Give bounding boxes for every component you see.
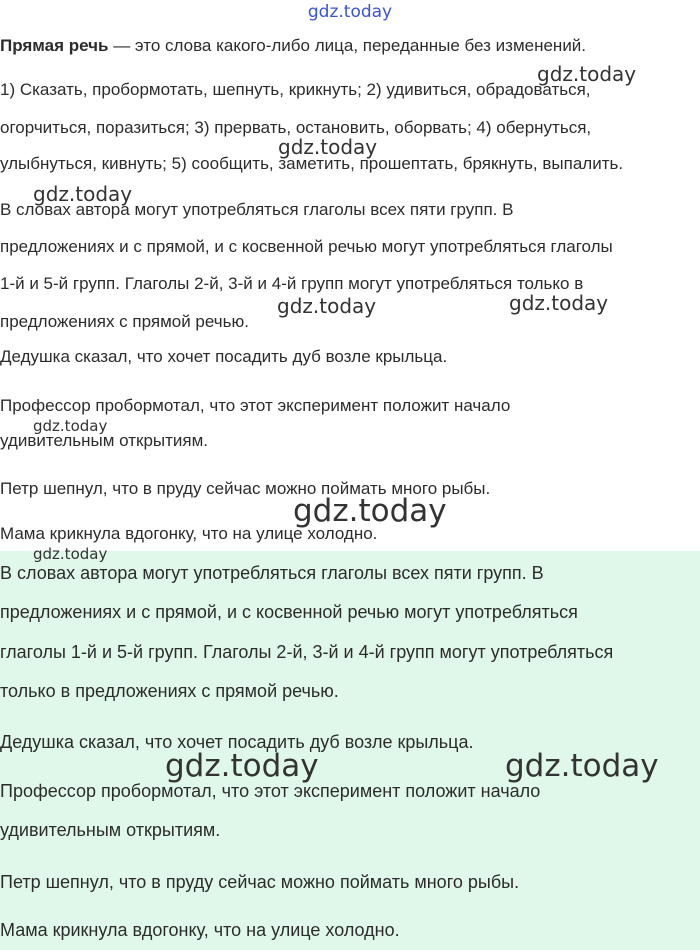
explanation-line: предложениях и с прямой, и с косвенной речью могут употребляться глаголы: [0, 237, 613, 256]
explanation-line: В словах автора могут употребляться глаголы всех пяти групп. В: [0, 200, 514, 219]
verb-groups-line: улыбнуться, кивнуть; 5) сообщить, заметить, прошептать, брякнуть, выпалить.: [0, 154, 624, 173]
watermark: gdz.today: [509, 291, 609, 315]
watermark: gdz.today: [33, 182, 133, 206]
answer-line: Мама крикнула вдогонку, что на улице холодно.: [0, 920, 400, 940]
watermark: gdz.today: [277, 294, 377, 318]
watermark: gdz.today: [293, 493, 447, 529]
verb-groups-line: огорчиться, поразиться; 3) прервать, остановить, оборвать; 4) обернуться,: [0, 118, 592, 137]
answer-line: Дедушка сказал, что хочет посадить дуб возле крыльца.: [0, 732, 474, 752]
example-sentence: Мама крикнула вдогонку, что на улице холодно.: [0, 524, 378, 543]
watermark: gdz.today: [505, 748, 659, 784]
watermark: gdz.today: [278, 135, 378, 159]
answer-line: Профессор пробормотал, что этот эксперимент положит начало: [0, 781, 541, 801]
example-sentence: Дедушка сказал, что хочет посадить дуб возле крыльца.: [0, 347, 448, 366]
example-sentence: Петр шепнул, что в пруду сейчас можно поймать много рыбы.: [0, 479, 491, 498]
watermark: gdz.today: [165, 748, 319, 784]
watermark: gdz.today: [537, 62, 637, 86]
example-sentence: Профессор пробормотал, что этот эксперимент положит начало: [0, 396, 511, 415]
definition-text: — это слова какого-либо лица, переданные без изменений.: [108, 36, 587, 55]
watermark: gdz.today: [33, 417, 108, 435]
answer-line: В словах автора могут употребляться глаголы всех пяти групп. В: [0, 563, 544, 583]
answer-line: Петр шепнул, что в пруду сейчас можно поймать много рыбы.: [0, 872, 520, 892]
answer-line: удивительным открытиям.: [0, 820, 221, 840]
example-sentence: удивительным открытиям.: [0, 431, 209, 450]
watermark: gdz.today: [33, 545, 108, 563]
definition-term: Прямая речь: [0, 36, 109, 55]
explanation-line: 1-й и 5-й групп. Глаголы 2-й, 3-й и 4-й групп могут употребляться только в: [0, 274, 584, 293]
answer-line: только в предложениях с прямой речью.: [0, 681, 339, 701]
verb-groups-line: 1) Сказать, пробормотать, шепнуть, крикнуть; 2) удивиться, обрадоваться,: [0, 80, 591, 99]
answer-line: предложениях и с прямой, и с косвенной речью могут употребляться: [0, 602, 578, 622]
explanation-line: предложениях с прямой речью.: [0, 312, 249, 331]
answer-line: глаголы 1-й и 5-й групп. Глаголы 2-й, 3-й и 4-й групп могут употребляться: [0, 642, 614, 662]
definition-line: [0, 36, 586, 56]
site-logo[interactable]: gdz.today: [307, 2, 393, 22]
